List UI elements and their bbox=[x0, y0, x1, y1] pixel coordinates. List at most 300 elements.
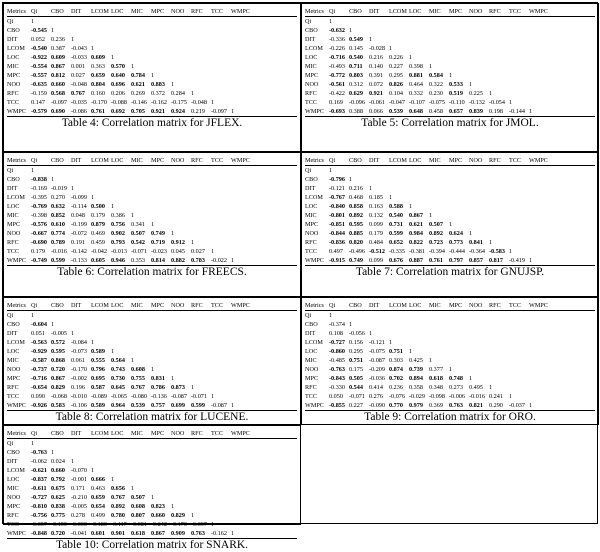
column-header: TCC bbox=[211, 157, 224, 164]
column-header: MPC bbox=[151, 157, 165, 164]
row-label: MIC bbox=[7, 212, 19, 219]
table-cell bbox=[231, 229, 251, 238]
table-cell bbox=[529, 202, 549, 211]
table-header-row bbox=[305, 7, 595, 17]
table-cell: 0.191 bbox=[71, 239, 85, 246]
column-header: Qi bbox=[31, 157, 38, 164]
table-cell: 0.803 bbox=[349, 72, 363, 79]
column-header: NOO bbox=[469, 302, 483, 309]
table-cell: 0.675 bbox=[51, 485, 65, 492]
table-cell: -0.028 bbox=[369, 45, 385, 52]
table-row bbox=[305, 347, 595, 356]
table-row bbox=[305, 62, 595, 71]
row-label: MPC bbox=[305, 72, 319, 79]
table-cell: -0.029 bbox=[409, 393, 425, 400]
table-row bbox=[7, 347, 297, 356]
table-row bbox=[7, 35, 297, 44]
table-cell: -0.019 bbox=[51, 185, 67, 192]
table-cell bbox=[231, 211, 251, 220]
table-cell bbox=[131, 175, 151, 184]
table-cell bbox=[509, 347, 529, 356]
table-cell bbox=[171, 475, 191, 484]
table-cell bbox=[469, 347, 489, 356]
table-cell bbox=[111, 17, 131, 26]
table-row bbox=[305, 175, 595, 184]
table-row bbox=[305, 184, 595, 193]
table-cell: 0.303 bbox=[389, 357, 403, 364]
table-caption: Table 6: Correlation matrix for FREECS. bbox=[57, 266, 247, 278]
table-cell: 0.867 bbox=[51, 375, 65, 382]
table-cell: 0.507 bbox=[131, 230, 145, 237]
table-cell: 0.369 bbox=[429, 402, 443, 409]
table-cell: 0.099 bbox=[369, 257, 383, 264]
table-cell bbox=[191, 17, 211, 26]
table-cell bbox=[349, 311, 369, 320]
table-row bbox=[305, 53, 595, 62]
row-label: RFC bbox=[305, 384, 317, 391]
table-caption: Table 9: Correlation matrix for ORO. bbox=[364, 411, 536, 423]
table-cell bbox=[171, 329, 191, 338]
table-cell: 0.386 bbox=[111, 212, 125, 219]
table-cell: 0.583 bbox=[51, 402, 65, 409]
table-cell: -0.496 bbox=[349, 248, 365, 255]
table-cell bbox=[71, 439, 91, 448]
column-header: NOO bbox=[469, 157, 483, 164]
table-cell bbox=[449, 26, 469, 35]
table-cell: -0.796 bbox=[329, 176, 345, 183]
correlation-matrix bbox=[7, 7, 297, 117]
table-panel bbox=[3, 3, 301, 152]
table-row bbox=[305, 220, 595, 229]
table-cell bbox=[509, 311, 529, 320]
table-cell: -0.016 bbox=[51, 248, 67, 255]
table-cell: 0.984 bbox=[409, 230, 423, 237]
table-cell: -0.096 bbox=[349, 99, 365, 106]
table-cell: 0.852 bbox=[51, 212, 65, 219]
row-label: NOO bbox=[7, 230, 21, 237]
row-label: TCC bbox=[7, 248, 20, 255]
table-cell: -0.583 bbox=[489, 248, 505, 255]
table-cell: 0.595 bbox=[349, 221, 363, 228]
row-label: LOC bbox=[7, 348, 20, 355]
table-cell: 0.763 bbox=[449, 402, 463, 409]
column-header: MIC bbox=[131, 430, 143, 437]
column-header: MIC bbox=[131, 8, 143, 15]
table-cell bbox=[429, 202, 449, 211]
column-header: DIT bbox=[71, 8, 82, 15]
table-cell bbox=[489, 220, 509, 229]
table-cell: 0.826 bbox=[389, 81, 403, 88]
row-label: MIC bbox=[7, 357, 19, 364]
table-cell: 0.295 bbox=[349, 348, 363, 355]
table-row bbox=[305, 392, 595, 401]
table-cell: 0.540 bbox=[389, 212, 403, 219]
column-header: WMPC bbox=[231, 430, 250, 437]
table-cell bbox=[449, 311, 469, 320]
table-cell: 0.290 bbox=[489, 402, 503, 409]
table-cell: 0.761 bbox=[91, 108, 105, 115]
table-cell: 1 bbox=[91, 194, 95, 201]
table-cell bbox=[171, 466, 191, 475]
table-cell bbox=[111, 448, 131, 457]
table-cell bbox=[211, 439, 231, 448]
table-cell: -0.769 bbox=[31, 203, 47, 210]
table-cell: 1 bbox=[71, 185, 75, 192]
table-cell bbox=[171, 365, 191, 374]
table-cell: -0.068 bbox=[51, 393, 67, 400]
table-cell: 0.175 bbox=[349, 366, 363, 373]
table-cell bbox=[191, 53, 211, 62]
table-cell: -0.395 bbox=[31, 194, 47, 201]
table-row bbox=[7, 529, 297, 539]
table-cell: 0.179 bbox=[31, 248, 45, 255]
table-cell: 0.332 bbox=[409, 90, 423, 97]
table-cell: 0.588 bbox=[389, 203, 403, 210]
table-cell: 0.640 bbox=[111, 72, 125, 79]
table-cell: 0.495 bbox=[469, 384, 483, 391]
table-cell: -0.041 bbox=[71, 530, 87, 537]
table-cell bbox=[211, 511, 231, 520]
table-cell: -0.037 bbox=[509, 402, 525, 409]
table-cell: 0.236 bbox=[51, 36, 65, 43]
table-cell bbox=[469, 356, 489, 365]
table-cell: 1 bbox=[489, 384, 493, 391]
table-cell: 0.767 bbox=[111, 494, 125, 501]
table-cell bbox=[151, 484, 171, 493]
table-cell: 0.061 bbox=[71, 357, 85, 364]
table-cell: -0.121 bbox=[329, 185, 345, 192]
column-header: LOC bbox=[409, 8, 422, 15]
table-cell bbox=[151, 338, 171, 347]
table-cell bbox=[231, 80, 251, 89]
column-header: MPC bbox=[449, 302, 463, 309]
column-header: MPC bbox=[449, 157, 463, 164]
table-cell: 1 bbox=[131, 485, 135, 492]
table-cell: 0.388 bbox=[349, 108, 363, 115]
table-cell bbox=[449, 62, 469, 71]
table-cell bbox=[171, 211, 191, 220]
table-cell: -0.081 bbox=[131, 521, 147, 528]
table-cell bbox=[151, 53, 171, 62]
table-cell: -0.087 bbox=[211, 402, 227, 409]
row-label: WMPC bbox=[7, 257, 26, 264]
table-cell bbox=[529, 356, 549, 365]
column-header: MPC bbox=[151, 302, 165, 309]
table-cell: 0.358 bbox=[409, 384, 423, 391]
table-cell bbox=[111, 26, 131, 35]
table-cell: 0.807 bbox=[131, 512, 145, 519]
row-label: RFC bbox=[7, 239, 19, 246]
table-cell bbox=[151, 457, 171, 466]
table-cell: -0.621 bbox=[31, 467, 47, 474]
column-header: DIT bbox=[369, 8, 380, 15]
table-cell bbox=[191, 229, 211, 238]
table-cell: 0.657 bbox=[449, 108, 463, 115]
table-cell: -0.763 bbox=[329, 366, 345, 373]
row-label: NOO bbox=[305, 366, 319, 373]
table-cell bbox=[469, 62, 489, 71]
table-cell: 0.912 bbox=[171, 239, 185, 246]
row-label: NOO bbox=[305, 81, 319, 88]
table-row bbox=[7, 439, 297, 448]
table-row bbox=[7, 311, 297, 320]
column-header: DIT bbox=[71, 302, 82, 309]
table-cell: 1 bbox=[349, 27, 353, 34]
column-header: LCOM bbox=[389, 157, 407, 164]
table-cell: 0.618 bbox=[131, 530, 145, 537]
table-cell: 0.964 bbox=[111, 402, 125, 409]
table-cell: 1 bbox=[211, 521, 215, 528]
table-cell bbox=[191, 202, 211, 211]
table-cell bbox=[171, 26, 191, 35]
table-cell bbox=[191, 439, 211, 448]
table-cell: 0.589 bbox=[91, 348, 105, 355]
table-cell: -0.016 bbox=[469, 393, 485, 400]
table-cell: -0.073 bbox=[71, 348, 87, 355]
table-cell bbox=[191, 466, 211, 475]
column-header: CBO bbox=[51, 8, 64, 15]
column-header: LCOM bbox=[91, 157, 109, 164]
table-cell bbox=[429, 17, 449, 26]
table-cell bbox=[111, 457, 131, 466]
table-cell: -0.561 bbox=[329, 81, 345, 88]
table-row bbox=[305, 374, 595, 383]
table-cell: -0.693 bbox=[329, 108, 345, 115]
table-cell: 1 bbox=[529, 108, 533, 115]
table-cell: 0.892 bbox=[111, 503, 125, 510]
table-cell: 1 bbox=[51, 27, 55, 34]
table-row bbox=[7, 211, 297, 220]
row-label: MPC bbox=[305, 375, 319, 382]
table-cell: 0.621 bbox=[131, 81, 145, 88]
column-header: CBO bbox=[349, 302, 362, 309]
table-cell: 1 bbox=[449, 72, 453, 79]
table-cell bbox=[231, 448, 251, 457]
table-cell bbox=[469, 365, 489, 374]
table-cell: 0.468 bbox=[349, 194, 363, 201]
table-cell: 1 bbox=[329, 18, 333, 25]
table-cell: 0.804 bbox=[91, 81, 105, 88]
table-cell bbox=[211, 347, 231, 356]
table-cell: -0.860 bbox=[329, 348, 345, 355]
table-cell: 0.372 bbox=[151, 90, 165, 97]
table-cell: 1 bbox=[191, 384, 195, 391]
row-label: TCC bbox=[7, 393, 20, 400]
table-cell: 0.090 bbox=[31, 393, 45, 400]
table-cell: -0.840 bbox=[329, 203, 345, 210]
table-cell bbox=[231, 184, 251, 193]
table-cell: 0.793 bbox=[111, 239, 125, 246]
table-cell: -0.485 bbox=[329, 357, 345, 364]
row-label: CBO bbox=[7, 176, 20, 183]
table-cell: -0.772 bbox=[329, 72, 345, 79]
table-cell bbox=[91, 17, 111, 26]
table-cell bbox=[171, 175, 191, 184]
table-cell bbox=[131, 202, 151, 211]
table-cell bbox=[211, 71, 231, 80]
table-cell: 0.145 bbox=[349, 45, 363, 52]
table-cell bbox=[469, 175, 489, 184]
table-cell: 0.227 bbox=[349, 402, 363, 409]
table-cell: 0.610 bbox=[51, 221, 65, 228]
row-label: CBO bbox=[305, 321, 318, 328]
table-cell bbox=[509, 383, 529, 392]
table-cell: 0.867 bbox=[51, 63, 65, 70]
table-cell: -0.611 bbox=[31, 485, 47, 492]
row-label: RFC bbox=[305, 90, 317, 97]
table-cell bbox=[171, 439, 191, 448]
table-cell: 0.882 bbox=[171, 257, 185, 264]
table-cell bbox=[91, 175, 111, 184]
table-cell bbox=[231, 439, 251, 448]
table-cell: 0.605 bbox=[91, 257, 105, 264]
table-cell: -0.576 bbox=[31, 221, 47, 228]
table-row bbox=[7, 193, 297, 202]
table-cell: -0.159 bbox=[51, 521, 67, 528]
table-cell bbox=[151, 211, 171, 220]
table-cell bbox=[449, 347, 469, 356]
table-cell: 0.786 bbox=[151, 384, 165, 391]
table-cell: -0.076 bbox=[389, 393, 405, 400]
table-cell: 1 bbox=[51, 321, 55, 328]
table-cell: 0.458 bbox=[429, 108, 443, 115]
table-cell bbox=[131, 35, 151, 44]
table-cell: 0.692 bbox=[111, 108, 125, 115]
table-header-row bbox=[7, 156, 297, 166]
table-panel bbox=[3, 152, 301, 297]
table-cell: -0.330 bbox=[329, 384, 345, 391]
table-panel bbox=[301, 152, 599, 297]
column-header: DIT bbox=[71, 430, 82, 437]
column-header: LOC bbox=[111, 302, 124, 309]
table-cell: 0.539 bbox=[131, 402, 145, 409]
table-cell bbox=[449, 184, 469, 193]
table-cell bbox=[231, 193, 251, 202]
table-cell: 1 bbox=[211, 248, 215, 255]
table-cell bbox=[211, 457, 231, 466]
row-label: TCC bbox=[7, 521, 20, 528]
table-cell: 1 bbox=[409, 348, 413, 355]
table-cell: -0.554 bbox=[31, 63, 47, 70]
table-cell: 0.219 bbox=[191, 108, 205, 115]
table-cell bbox=[151, 311, 171, 320]
table-cell bbox=[51, 311, 71, 320]
table-cell: 0.564 bbox=[111, 357, 125, 364]
table-cell: 0.609 bbox=[91, 54, 105, 61]
table-cell: 1 bbox=[91, 467, 95, 474]
table-cell: 1 bbox=[349, 321, 353, 328]
column-header: Qi bbox=[31, 302, 38, 309]
table-cell: 0.879 bbox=[91, 221, 105, 228]
row-label: LCOM bbox=[7, 339, 25, 346]
table-cell bbox=[191, 347, 211, 356]
table-cell bbox=[211, 193, 231, 202]
table-row bbox=[7, 374, 297, 383]
table-cell bbox=[469, 211, 489, 220]
table-cell: -0.915 bbox=[329, 257, 345, 264]
table-cell bbox=[231, 53, 251, 62]
table-cell bbox=[191, 493, 211, 502]
table-cell: -0.072 bbox=[71, 230, 87, 237]
table-cell bbox=[151, 475, 171, 484]
table-cell: 0.539 bbox=[389, 108, 403, 115]
table-cell: 0.921 bbox=[369, 90, 383, 97]
column-header: RFC bbox=[191, 302, 203, 309]
table-cell bbox=[191, 26, 211, 35]
table-cell bbox=[211, 26, 231, 35]
table-row bbox=[7, 457, 297, 466]
table-cell bbox=[489, 229, 509, 238]
table-cell: 0.398 bbox=[409, 63, 423, 70]
table-cell bbox=[211, 229, 231, 238]
table-row bbox=[305, 107, 595, 117]
table-cell: 0.179 bbox=[369, 230, 383, 237]
table-cell: 0.216 bbox=[369, 54, 383, 61]
table-cell: 0.140 bbox=[369, 63, 383, 70]
table-cell: -0.086 bbox=[71, 108, 87, 115]
table-cell bbox=[191, 193, 211, 202]
row-label: LCOM bbox=[7, 194, 25, 201]
table-cell: -0.005 bbox=[51, 330, 67, 337]
table-cell: 1 bbox=[51, 449, 55, 456]
table-cell bbox=[489, 184, 509, 193]
table-cell: -0.226 bbox=[329, 45, 345, 52]
table-cell: 0.227 bbox=[389, 63, 403, 70]
table-cell: 0.841 bbox=[469, 239, 483, 246]
table-row bbox=[7, 502, 297, 511]
table-cell: 1 bbox=[529, 257, 533, 264]
table-cell: 1 bbox=[111, 476, 115, 483]
table-cell bbox=[111, 338, 131, 347]
table-cell: -0.106 bbox=[71, 402, 87, 409]
table-cell: 0.783 bbox=[191, 257, 205, 264]
table-cell bbox=[131, 329, 151, 338]
correlation-tables-grid bbox=[2, 2, 598, 551]
table-cell: -0.855 bbox=[329, 402, 345, 409]
table-cell: 0.230 bbox=[429, 90, 443, 97]
column-header: Qi bbox=[31, 8, 38, 15]
table-cell bbox=[211, 80, 231, 89]
table-cell: 0.519 bbox=[449, 90, 463, 97]
table-row bbox=[305, 329, 595, 338]
table-cell: 0.857 bbox=[469, 257, 483, 264]
table-cell bbox=[231, 365, 251, 374]
table-cell: 1 bbox=[171, 81, 175, 88]
row-label: LOC bbox=[7, 54, 20, 61]
table-cell bbox=[131, 184, 151, 193]
table-cell bbox=[529, 329, 549, 338]
table-cell bbox=[71, 175, 91, 184]
table-cell bbox=[191, 502, 211, 511]
table-cell: 0.887 bbox=[409, 257, 423, 264]
table-cell: -0.848 bbox=[31, 530, 47, 537]
row-label: TCC bbox=[305, 248, 318, 255]
table-row bbox=[7, 383, 297, 392]
table-cell: 1 bbox=[71, 330, 75, 337]
row-label: Qi bbox=[7, 440, 14, 447]
table-cell bbox=[529, 238, 549, 247]
table-cell: 0.894 bbox=[409, 375, 423, 382]
table-cell: 0.645 bbox=[111, 384, 125, 391]
table-row bbox=[305, 211, 595, 220]
table-cell bbox=[369, 311, 389, 320]
table-cell bbox=[529, 184, 549, 193]
table-cell: -0.838 bbox=[31, 176, 47, 183]
table-cell: 0.608 bbox=[131, 503, 145, 510]
table-cell bbox=[529, 392, 549, 401]
table-cell bbox=[151, 62, 171, 71]
correlation-matrix bbox=[7, 156, 297, 266]
